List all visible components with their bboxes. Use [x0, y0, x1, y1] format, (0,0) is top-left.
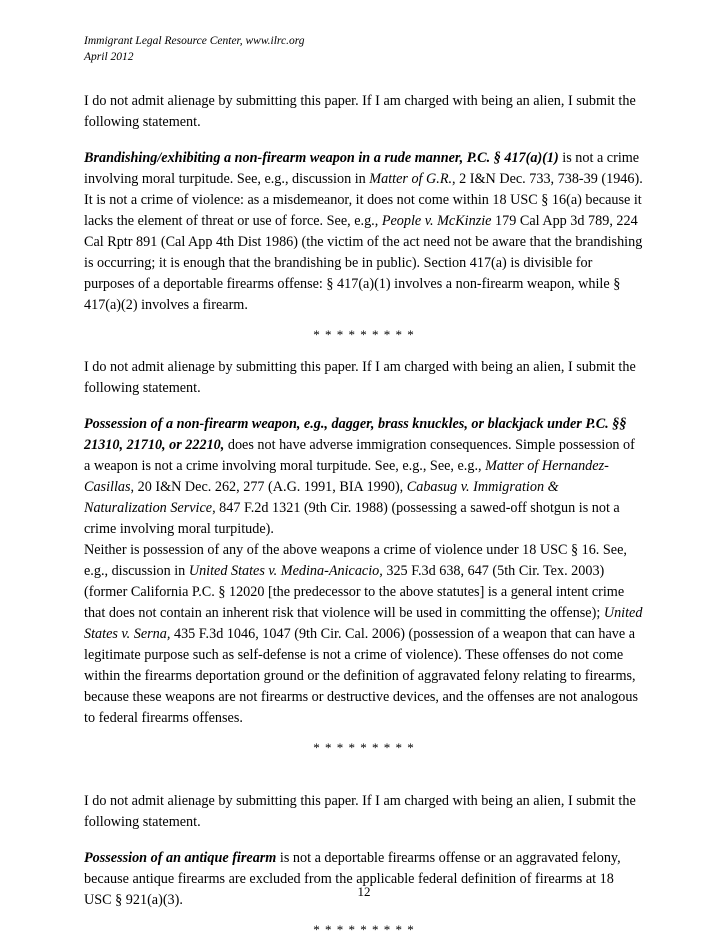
header-organization: Immigrant Legal Resource Center, www.ilrc.org [84, 35, 305, 47]
case-citation: United States v. Medina-Anicacio, [188, 563, 383, 579]
page-number: 12 [357, 884, 371, 899]
case-citation: Matter of Hernandez-Casillas [84, 458, 609, 495]
section-separator: * * * * * * * * * [313, 922, 415, 937]
section-heading: Possession of an antique firearm [84, 850, 277, 866]
section-heading: Possession of a non-firearm weapon, e.g., dagger, brass knuckles, or blackjack under P.C. §§ 21310, 21710, or 22210, [84, 416, 627, 453]
section-antique-firearm: Possession of an antique firearm is not a deportable firearms offense or an aggravated felony, because antique firearms are excluded from the applicable federal definition of firearms at 18 USC § 921(a)(3). [84, 850, 621, 908]
section-weapon-possession: Possession of a non-firearm weapon, e.g., dagger, brass knuckles, or blackjack under P.C. §§ 21310, 21710, or 22210, does not have adverse immigration consequences. Simple possession of a weapon is not a crime involving moral turpitude. See, e.g., See, e.g., Matter of Hernandez-Casillas, 20 I&N Dec. 262, 277 (A.G. 1991, BIA 1990), Cabasug v. Immigration & Naturalization Service, 847 F.2d 1321 (9th Cir. 1988) (possessing a sawed-off shotgun is not a crime involving moral turpitude). [84, 416, 635, 537]
document-header [84, 33, 644, 65]
case-citation: Cabasug v. Immigration & Naturalization Service [84, 479, 559, 516]
section-brandishing: Brandishing/exhibiting a non-firearm weapon in a rude manner, P.C. § 417(a)(1) is not a crime involving moral turpitude. See, e.g., discussion in Matter of G.R., 2 I&N Dec. 733, 738-39 (1946). It is not a crime of violence: as a misdemeanor, it does not come within 18 USC § 16(a) because it lacks the element of threat or use of force. See, e.g., People v. McKinzie 179 Cal App 3d 789, 224 Cal Rptr 891 (Cal App 4th Dist 1986) (the victim of the act need not be aware that the brandishing is occurring; it is enough that the brandishing be in public). Section 417(a) is divisible for purposes of a deportable firearms offense: § 417(a)(1) involves a non-firearm weapon, while § 417(a)(2) involves a firearm. [84, 150, 643, 313]
section-separator: * * * * * * * * * [313, 327, 415, 342]
section-separator: * * * * * * * * * [313, 740, 415, 755]
disclaimer-2: I do not admit alienage by submitting this paper. If I am charged with being an alien, I submit the following statement. [84, 359, 636, 396]
disclaimer-1: I do not admit alienage by submitting this paper. If I am charged with being an alien, I submit the following statement. [84, 93, 636, 130]
section-heading: Brandishing/exhibiting a non-firearm weapon in a rude manner, P.C. § 417(a)(1) [84, 150, 559, 166]
case-citation: Matter of G.R. [369, 171, 453, 187]
disclaimer-3: I do not admit alienage by submitting this paper. If I am charged with being an alien, I submit the following statement. [84, 793, 636, 830]
document-page [84, 33, 644, 940]
header-date: April 2012 [84, 51, 134, 63]
case-citation: United States v. Serna, [84, 605, 643, 642]
case-citation: People v. McKinzie [381, 213, 492, 229]
section-weapon-possession-cont: Neither is possession of any of the above weapons a crime of violence under 18 USC § 16. See, e.g., discussion in United States v. Medina-Anicacio, 325 F.3d 638, 647 (5th Cir. Tex. 2003) (former California P.C. § 12020 [the predecessor to the above statutes] is a general intent crime that does not contain an inherent risk that violence will be used in committing the offense); United States v. Serna, 435 F.3d 1046, 1047 (9th Cir. Cal. 2006) (possession of a weapon that can have a legitimate purpose such as self-defense is not a crime of violence). These offenses do not come within the firearms deportation ground or the definition of aggravated felony relating to firearms, because these weapons are not firearms or destructive devices, and the offenses are not analogous to federal firearms offenses. [84, 542, 643, 726]
